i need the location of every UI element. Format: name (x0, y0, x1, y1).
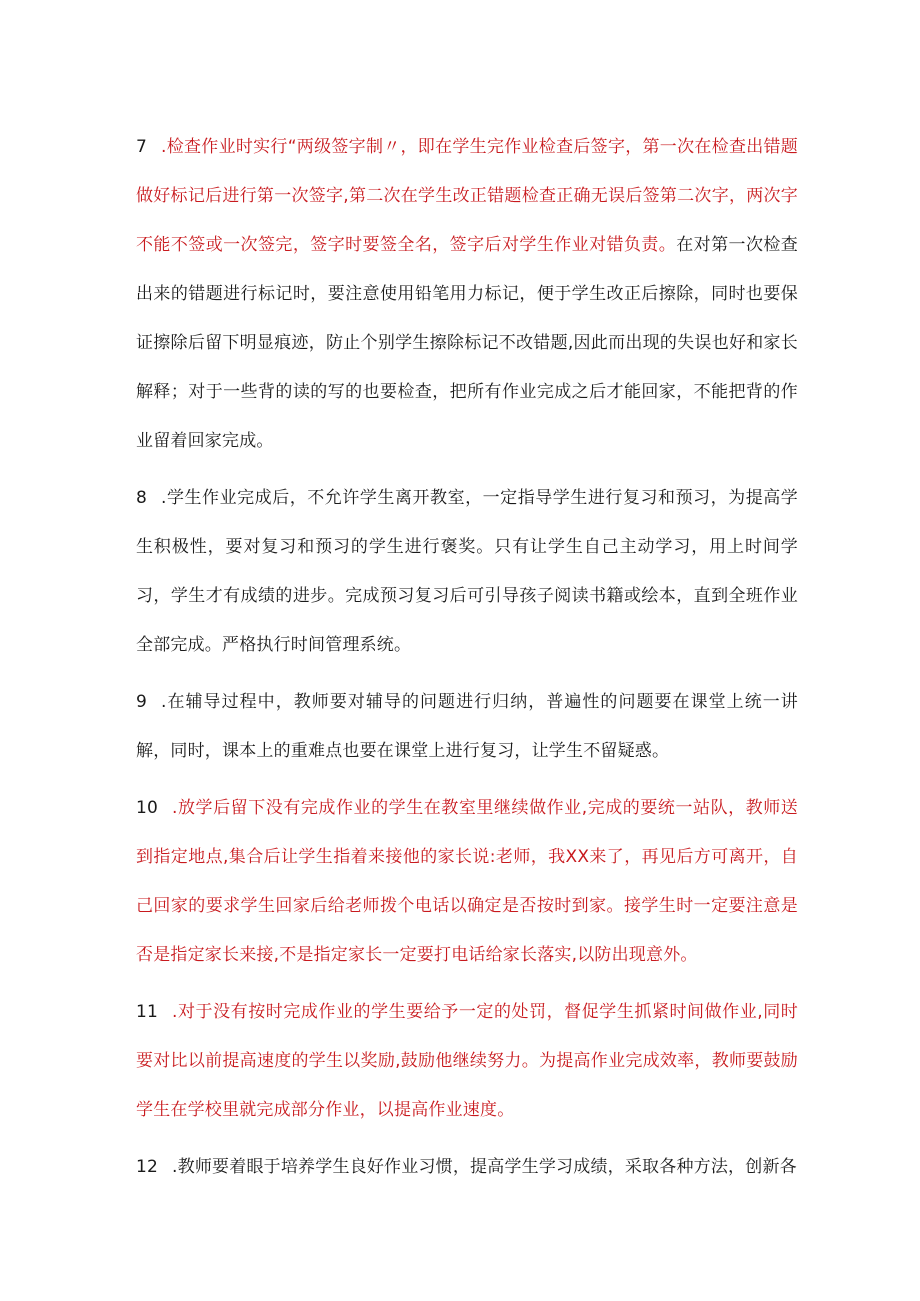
paragraph-8 (136, 474, 798, 670)
highlighted-text-segment: .检查作业时实行“两级签字制〃，即在学生完作业检查后签字，第一次在检查出错题做好标记后进行第一次签字,第二次在学生改正错题检查正确无误后签第二次字，两次字不能不签或一次签完，签字时要签全名，签字后对学生作业对错负责。 (136, 137, 798, 255)
paragraph-7 (136, 123, 798, 466)
document-body (136, 123, 798, 1200)
paragraph-number: 12 (136, 1157, 159, 1177)
paragraph-10 (136, 784, 798, 980)
paragraph-number: 10 (136, 798, 159, 818)
paragraph-number: 9 (136, 692, 148, 712)
paragraph-number: 8 (136, 488, 148, 508)
paragraph-number: 11 (136, 1002, 159, 1022)
paragraph-11 (136, 988, 798, 1135)
paragraph-12 (136, 1143, 798, 1192)
highlighted-text-segment: .对于没有按时完成作业的学生要给予一定的处罚，督促学生抓紧时间做作业,同时要对比以前提高速度的学生以奖励,鼓励他继续努力。为提高作业完成效率，教师要鼓励学生在学校里就完成部分作业，以提高作业速度。 (136, 1002, 798, 1120)
paragraph-9 (136, 678, 798, 776)
text-segment: .教师要着眼于培养学生良好作业习惯，提高学生学习成绩，采取各种方法，创新各 (172, 1157, 797, 1177)
paragraph-number: 7 (136, 137, 148, 157)
text-segment: .学生作业完成后，不允许学生离开教室，一定指导学生进行复习和预习，为提高学生积极性，要对复习和预习的学生进行褒奖。只有让学生自己主动学习，用上时间学习，学生才有成绩的进步。完成预习复习后可引导孩子阅读书籍或绘本，直到全班作业全部完成。严格执行时间管理系统。 (136, 488, 798, 655)
highlighted-text-segment: .放学后留下没有完成作业的学生在教室里继续做作业,完成的要统一站队，教师送到指定地点,集合后让学生指着来接他的家长说:老师，我XX来了，再见后方可离开，自己回家的要求学生回家后给老师拨个电话以确定是否按时到家。接学生时一定要注意是否是指定家长来接,不是指定家长一定要打电话给家长落实,以防出现意外。 (136, 798, 798, 965)
text-segment: .在辅导过程中，教师要对辅导的问题进行归纳，普遍性的问题要在课堂上统一讲解，同时，课本上的重难点也要在课堂上进行复习，让学生不留疑惑。 (136, 692, 798, 761)
text-segment: 在对第一次检查出来的错题进行标记时，要注意使用铅笔用力标记，便于学生改正后擦除，同时也要保证擦除后留下明显痕迹，防止个别学生擦除标记不改错题,因此而出现的失误也好和家长解释；对于一些背的读的写的也要检查，把所有作业完成之后才能回家，不能把背的作业留着回家完成。 (136, 235, 798, 451)
